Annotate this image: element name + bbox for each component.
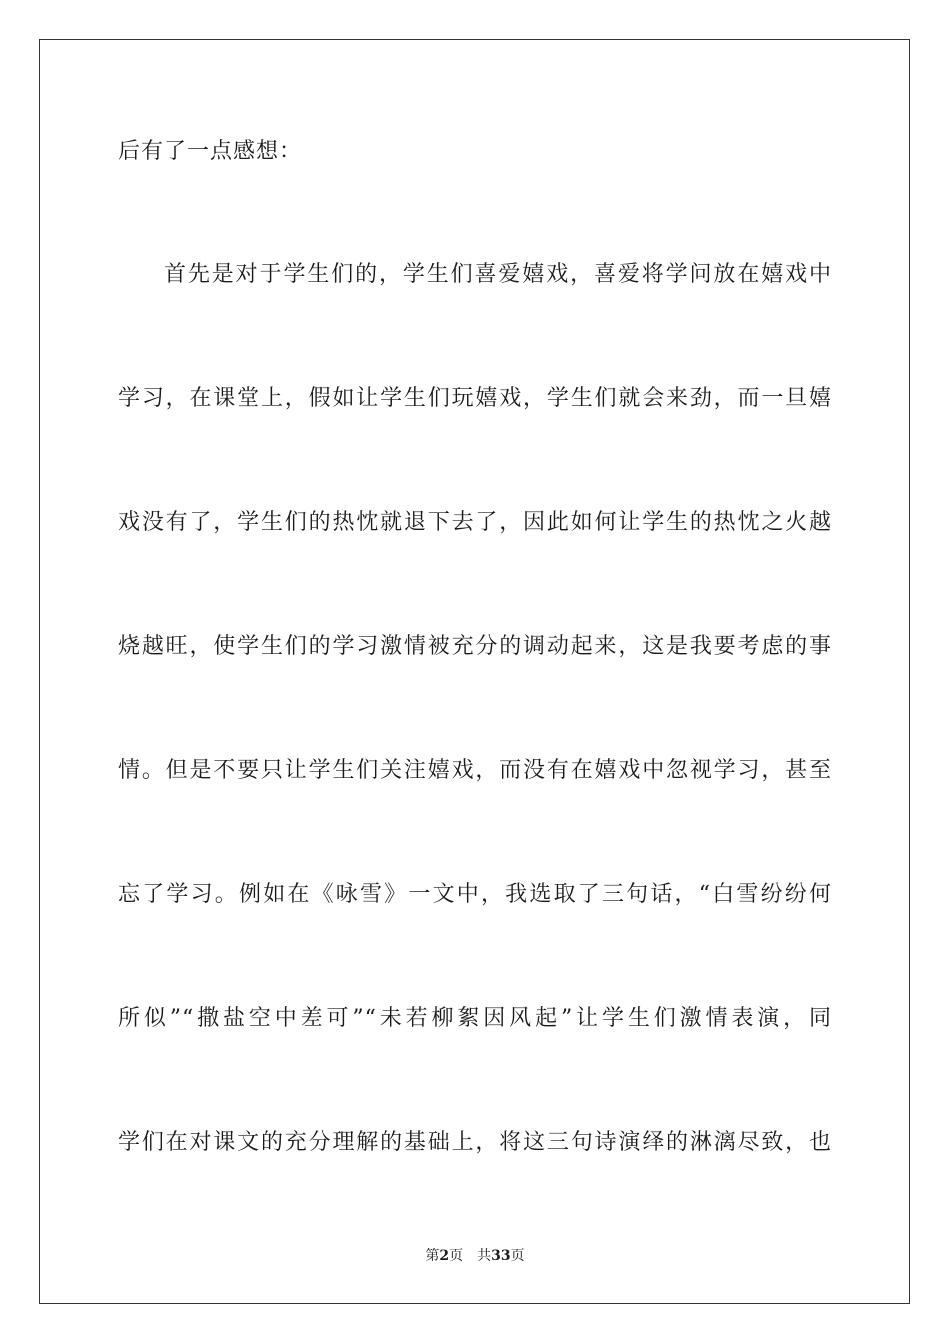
text-line: 学们在对课文的充分理解的基础上，将这三句诗演绎的淋漓尽致，也 xyxy=(118,1130,832,1155)
text-line: 情。但是不要只让学生们关注嬉戏，而没有在嬉戏中忽视学习，甚至 xyxy=(118,758,832,783)
text-line: 戏没有了，学生们的热忱就退下去了，因此如何让学生的热忱之火越 xyxy=(118,510,832,535)
total-suffix: 页 xyxy=(510,1248,525,1264)
text-line: 后有了一点感想： xyxy=(118,139,303,164)
page-border xyxy=(39,39,910,1304)
page-suffix: 页 xyxy=(449,1248,464,1264)
total-prefix: 共 xyxy=(477,1248,492,1264)
text-line: 所似”“撒盐空中差可”“未若柳絮因风起”让学生们激情表演，同 xyxy=(118,1006,832,1031)
text-line: 烧越旺，使学生们的学习激情被充分的调动起来，这是我要考虑的事 xyxy=(118,634,832,659)
page-footer xyxy=(0,1247,950,1265)
text-line: 学习，在课堂上，假如让学生们玩嬉戏，学生们就会来劲，而一旦嬉 xyxy=(118,386,832,411)
total-pages: 33 xyxy=(491,1248,511,1264)
page-prefix: 第 xyxy=(425,1248,440,1264)
paragraph-start-line: 首先是对于学生们的，学生们喜爱嬉戏，喜爱将学问放在嬉戏中 xyxy=(164,262,832,287)
text-line: 忘了学习。例如在《咏雪》一文中，我选取了三句话，“白雪纷纷何 xyxy=(118,882,832,907)
page-number: 2 xyxy=(439,1248,450,1264)
